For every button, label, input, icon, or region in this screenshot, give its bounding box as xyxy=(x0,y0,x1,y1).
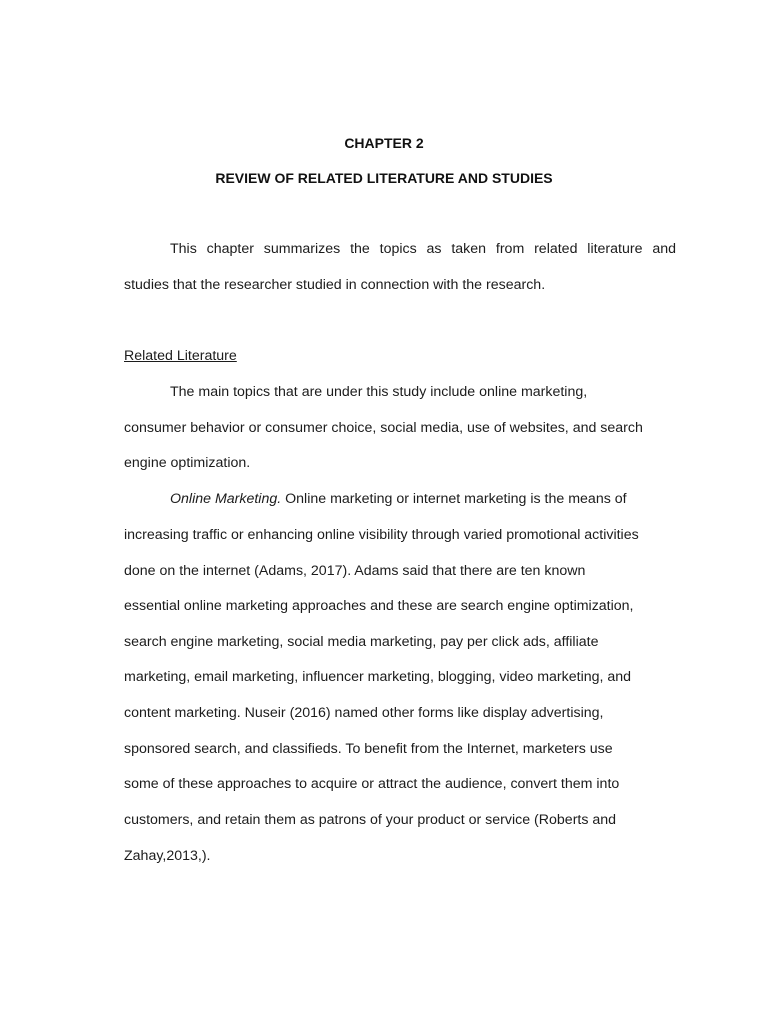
paragraph-line: done on the internet (Adams, 2017). Adams said that there are ten known xyxy=(124,563,586,579)
paragraph-line: content marketing. Nuseir (2016) named other forms like display advertising, xyxy=(124,705,604,721)
intro-line: This chapter summarizes the topics as taken from related literature and xyxy=(170,241,676,257)
paragraph-line: The main topics that are under this study include online marketing, xyxy=(170,384,588,400)
paragraph-line: essential online marketing approaches and these are search engine optimization, xyxy=(124,598,634,614)
paragraph-line: search engine marketing, social media marketing, pay per click ads, affiliate xyxy=(124,634,599,650)
section-heading-related-literature: Related Literature xyxy=(124,348,237,364)
online-marketing-term: Online Marketing. xyxy=(170,491,282,507)
chapter-number: CHAPTER 2 xyxy=(344,135,424,151)
paragraph-line: Zahay,2013,). xyxy=(124,848,211,864)
paragraph-line: marketing, email marketing, influencer marketing, blogging, video marketing, and xyxy=(124,669,632,685)
paragraph-line: engine optimization. xyxy=(124,455,251,471)
paragraph-line: some of these approaches to acquire or attract the audience, convert them into xyxy=(124,776,620,792)
online-marketing-first-line: Online marketing or internet marketing is the means of xyxy=(281,491,627,507)
paragraph-line: customers, and retain them as patrons of your product or service (Roberts and xyxy=(124,812,617,828)
intro-line: studies that the researcher studied in connection with the research. xyxy=(124,277,546,293)
paragraph-line xyxy=(170,490,627,508)
paragraph-line: consumer behavior or consumer choice, social media, use of websites, and search xyxy=(124,420,643,436)
paragraph-line: increasing traffic or enhancing online visibility through varied promotional activities xyxy=(124,527,639,543)
paragraph-line: sponsored search, and classifieds. To benefit from the Internet, marketers use xyxy=(124,741,613,757)
chapter-title: REVIEW OF RELATED LITERATURE AND STUDIES xyxy=(215,170,553,186)
